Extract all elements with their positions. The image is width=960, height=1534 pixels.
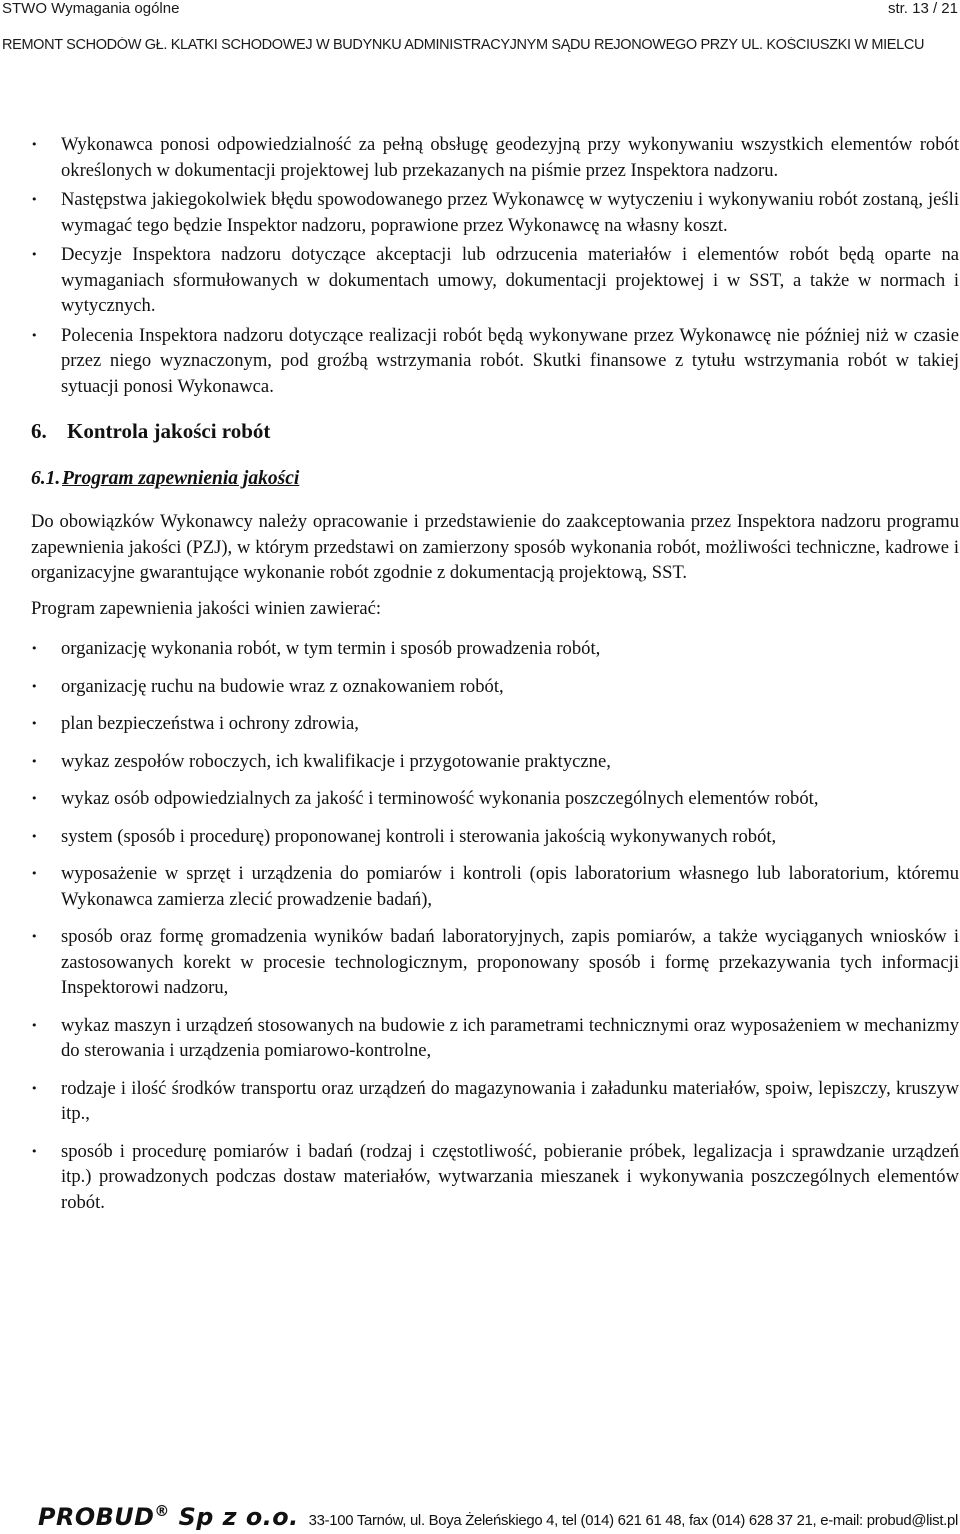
project-title: REMONT SCHODÓW GŁ. KLATKI SCHODOWEJ W BUDYNKU ADMINISTRACYJNYM SĄDU REJONOWEGO PRZY UL. KOŚCIUSZKI W MIELCU xyxy=(2,37,925,53)
bullet-item: • Następstwa jakiegokolwiek błędu spowodowanego przez Wykonawcę w wytyczeniu i wykonywaniu robót zostaną, jeśli wymagać tego będzie Inspektor nadzoru, poprawione przez Wykonawcę na własny koszt. xyxy=(31,187,959,238)
logo-suffix: Sp z o.o. xyxy=(178,1503,299,1531)
page-header xyxy=(2,0,958,17)
list-item: • wyposażenie w sprzęt i urządzenia do pomiarów i kontroli (opis laboratorium własnego lub laboratorium, któremu Wykonawca zamierza zlecić prowadzenie badań), xyxy=(31,861,959,912)
subsection-number: 6.1. xyxy=(31,467,61,489)
list-item: • wykaz zespołów roboczych, ich kwalifikacje i przygotowanie praktyczne, xyxy=(31,749,959,775)
section-title: Kontrola jakości robót xyxy=(67,419,271,443)
list-item: • system (sposób i procedurę) proponowanej kontroli i sterowania jakością wykonywanych robót, xyxy=(31,824,959,850)
page-footer xyxy=(38,1502,959,1534)
list-item: • wykaz osób odpowiedzialnych za jakość i terminowość wykonania poszczególnych elementów robót, xyxy=(31,786,959,812)
bullet-item: • Wykonawca ponosi odpowiedzialność za pełną obsługę geodezyjną przy wykonywaniu wszystkich elementów robót określonych w dokumentacji projektowej lub przekazanych na piśmie przez Inspektora nadzoru. xyxy=(31,132,959,183)
company-address: 33-100 Tarnów, ul. Boya Żeleńskiego 4, tel (014) 621 61 48, fax (014) 628 37 21, e-mail: probud@list.pl xyxy=(308,1512,959,1529)
subsection-title: Program zapewnienia jakości xyxy=(62,467,300,489)
page-number: str. 13 / 21 xyxy=(887,0,958,17)
subsection-heading xyxy=(31,466,959,492)
list-item: • organizację wykonania robót, w tym termin i sposób prowadzenia robót, xyxy=(31,636,959,662)
page-content xyxy=(31,132,959,1215)
list-item: • rodzaje i ilość środków transportu oraz urządzeń do magazynowania i załadunku materiałów, spoiw, lepiszczy, kruszyw itp., xyxy=(31,1076,959,1127)
company-logo xyxy=(38,1502,299,1531)
logo-text: PROBUD xyxy=(38,1503,155,1531)
document-title: STWO Wymagania ogólne xyxy=(2,0,180,17)
list-item: • sposób i procedurę pomiarów i badań (rodzaj i częstotliwość, pobieranie próbek, legalizacja i sprawdzanie urządzeń itp.) prowadzonych podczas dostaw materiałów, wytwarzania mieszanek i wykonywania poszczególnych elementów robót. xyxy=(31,1139,959,1216)
list-item: • organizację ruchu na budowie wraz z oznakowaniem robót, xyxy=(31,674,959,700)
bullet-item: • Polecenia Inspektora nadzoru dotyczące realizacji robót będą wykonywane przez Wykonawcę nie później niż w czasie przez niego wyznaczonym, pod groźbą wstrzymania robót. Skutki finansowe z tytułu wstrzymania robót w takiej sytuacji ponosi Wykonawca. xyxy=(31,323,959,400)
bullet-item: • Decyzje Inspektora nadzoru dotyczące akceptacji lub odrzucenia materiałów i elementów robót będą oparte na wymaganiach sformułowanych w dokumentach umowy, dokumentacji projektowej i w SST, a także w normach i wytycznych. xyxy=(31,242,959,319)
section-heading xyxy=(31,419,959,445)
list-item: • sposób oraz formę gromadzenia wyników badań laboratoryjnych, zapis pomiarów, a także wyciąganych wniosków i zastosowanych korekt w procesie technologicznym, proponowany sposób i formę przekazywania tych informacji Inspektorowi nadzoru, xyxy=(31,924,959,1001)
list-item: • plan bezpieczeństwa i ochrony zdrowia, xyxy=(31,711,959,737)
list-item: • wykaz maszyn i urządzeń stosowanych na budowie z ich parametrami technicznymi oraz wyposażeniem w mechanizmy do sterowania i urządzenia pomiarowo-kontrolne, xyxy=(31,1013,959,1064)
paragraph: Program zapewnienia jakości winien zawierać: xyxy=(31,597,382,619)
registered-mark: ® xyxy=(154,1502,170,1520)
paragraph: Do obowiązków Wykonawcy należy opracowanie i przedstawienie do zaakceptowania przez Inspektora nadzoru programu zapewnienia jakości (PZJ), w którym przedstawi on zamierzony sposób wykonania robót, możliwości techniczne, kadrowe i organizacyjne gwarantujące wykonanie robót zgodnie z dokumentacją projektową, SST. xyxy=(31,511,959,583)
section-number: 6. xyxy=(31,419,47,443)
